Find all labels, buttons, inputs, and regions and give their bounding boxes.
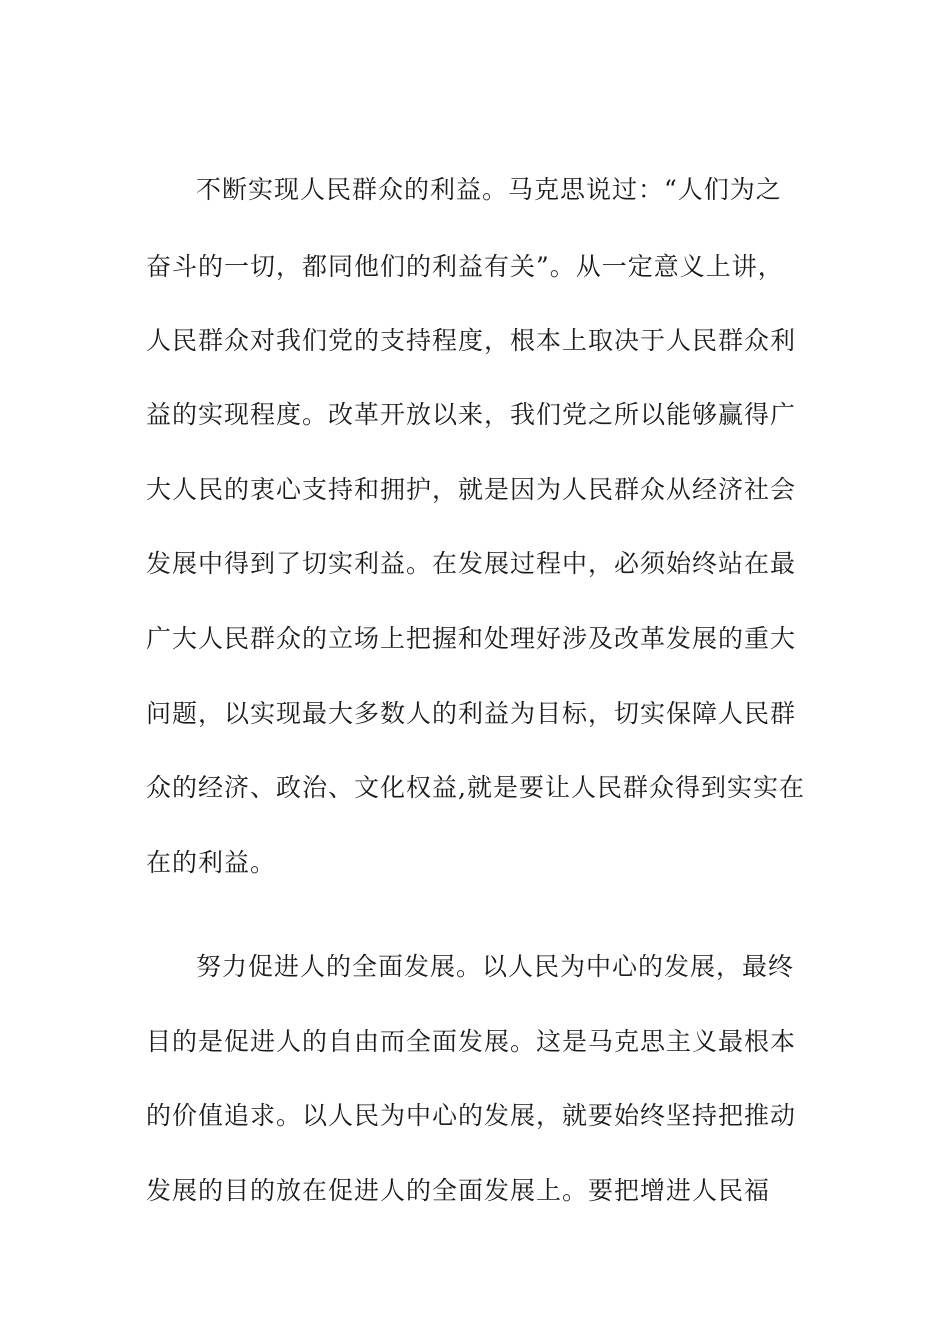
paragraph-1-line-6: 发展中得到了切实利益。在发展过程中，必须始终站在最: [146, 549, 797, 578]
paragraph-1-line-3: 人民群众对我们党的支持程度，根本上取决于人民群众利: [146, 326, 797, 355]
paragraph-1-line-1: 不断实现人民群众的利益。马克思说过：“人们为之: [196, 175, 782, 204]
paragraph-1-line-4: 益的实现程度。改革开放以来，我们党之所以能够赢得广: [146, 400, 797, 429]
paragraph-1-line-9: 众的经济、政治、文化权益,就是要让人民群众得到实实在: [146, 773, 805, 802]
paragraph-1-line-7: 广大人民群众的立场上把握和处理好涉及改革发展的重大: [146, 624, 797, 653]
paragraph-1-line-5: 大人民的衷心支持和拥护，就是因为人民群众从经济社会: [146, 475, 797, 504]
paragraph-2-line-1: 努力促进人的全面发展。以人民为中心的发展，最终: [196, 952, 795, 981]
paragraph-1-line-8: 问题，以实现最大多数人的利益为目标，切实保障人民群: [146, 699, 797, 728]
paragraph-2-line-4: 发展的目的放在促进人的全面发展上。要把增进人民福: [146, 1176, 771, 1205]
paragraph-2-line-2: 目的是促进人的自由而全面发展。这是马克思主义最根本: [146, 1027, 797, 1056]
paragraph-1-line-2: 奋斗的一切，都同他们的利益有关”。从一定意义上讲，: [146, 252, 784, 281]
paragraph-2-line-3: 的价值追求。以人民为中心的发展，就要始终坚持把推动: [146, 1101, 797, 1130]
paragraph-1-line-10: 在的利益。: [146, 848, 277, 877]
